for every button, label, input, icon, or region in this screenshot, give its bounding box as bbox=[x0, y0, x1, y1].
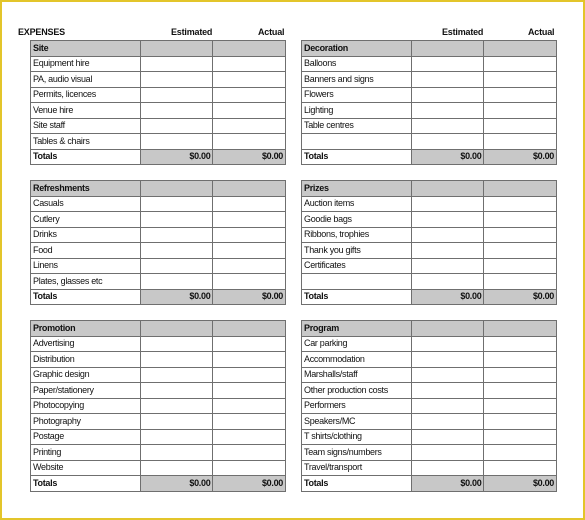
table-row bbox=[31, 103, 286, 119]
actual-cell[interactable] bbox=[213, 227, 286, 243]
estimated-total: $0.00 bbox=[140, 289, 213, 305]
item-label: Auction items bbox=[302, 196, 412, 212]
item-label bbox=[302, 274, 412, 290]
actual-cell[interactable] bbox=[213, 460, 286, 476]
table-row bbox=[31, 367, 286, 383]
section-title: Prizes bbox=[302, 181, 412, 197]
item-label: T shirts/clothing bbox=[302, 429, 412, 445]
actual-cell[interactable] bbox=[213, 243, 286, 259]
item-label bbox=[302, 134, 412, 150]
decoration-section bbox=[301, 40, 557, 165]
item-label: PA, audio visual bbox=[31, 72, 141, 88]
table-row bbox=[31, 227, 286, 243]
section-title: Decoration bbox=[302, 41, 412, 57]
estimated-cell[interactable] bbox=[411, 367, 484, 383]
table-row bbox=[302, 460, 557, 476]
table-row bbox=[302, 414, 557, 430]
actual-total: $0.00 bbox=[213, 149, 286, 165]
actual-cell[interactable] bbox=[484, 414, 557, 430]
table-row bbox=[31, 398, 286, 414]
actual-cell[interactable] bbox=[213, 56, 286, 72]
item-label: Lighting bbox=[302, 103, 412, 119]
estimated-cell[interactable] bbox=[411, 445, 484, 461]
item-label: Banners and signs bbox=[302, 72, 412, 88]
item-label: Equipment hire bbox=[31, 56, 141, 72]
table-row bbox=[31, 460, 286, 476]
item-label: Venue hire bbox=[31, 103, 141, 119]
section-title: Refreshments bbox=[31, 181, 141, 197]
estimated-cell[interactable] bbox=[411, 227, 484, 243]
item-label: Travel/transport bbox=[302, 460, 412, 476]
estimated-cell[interactable] bbox=[411, 429, 484, 445]
item-label: Speakers/MC bbox=[302, 414, 412, 430]
actual-total: $0.00 bbox=[484, 149, 557, 165]
estimated-cell[interactable] bbox=[140, 383, 213, 399]
estimated-cell[interactable] bbox=[140, 352, 213, 368]
actual-cell[interactable] bbox=[484, 243, 557, 259]
estimated-cell[interactable] bbox=[411, 103, 484, 119]
estimated-cell[interactable] bbox=[140, 243, 213, 259]
actual-cell[interactable] bbox=[484, 383, 557, 399]
actual-cell[interactable] bbox=[484, 103, 557, 119]
estimated-cell[interactable] bbox=[411, 87, 484, 103]
actual-cell[interactable] bbox=[213, 383, 286, 399]
actual-cell[interactable] bbox=[213, 118, 286, 134]
actual-cell[interactable] bbox=[484, 72, 557, 88]
item-label: Food bbox=[31, 243, 141, 259]
estimated-cell[interactable] bbox=[140, 118, 213, 134]
expenses-heading: EXPENSES bbox=[18, 27, 65, 37]
table-row bbox=[302, 429, 557, 445]
estimated-cell[interactable] bbox=[140, 429, 213, 445]
promotion-section bbox=[30, 320, 286, 492]
item-label: Paper/stationery bbox=[31, 383, 141, 399]
refreshments-section bbox=[30, 180, 286, 305]
item-label: Photography bbox=[31, 414, 141, 430]
actual-cell[interactable] bbox=[484, 212, 557, 228]
table-row bbox=[302, 87, 557, 103]
actual-cell[interactable] bbox=[484, 398, 557, 414]
item-label: Other production costs bbox=[302, 383, 412, 399]
item-label: Cutlery bbox=[31, 212, 141, 228]
estimated-total: $0.00 bbox=[140, 476, 213, 492]
table-row bbox=[302, 258, 557, 274]
item-label: Postage bbox=[31, 429, 141, 445]
totals-row bbox=[31, 149, 286, 165]
item-label: Distribution bbox=[31, 352, 141, 368]
table-row bbox=[31, 429, 286, 445]
section-title: Program bbox=[302, 321, 412, 337]
table-row bbox=[31, 212, 286, 228]
totals-label: Totals bbox=[302, 289, 412, 305]
actual-total: $0.00 bbox=[213, 289, 286, 305]
estimated-cell[interactable] bbox=[140, 336, 213, 352]
estimated-cell[interactable] bbox=[140, 227, 213, 243]
table-row bbox=[302, 56, 557, 72]
prizes-section bbox=[301, 180, 557, 305]
totals-label: Totals bbox=[31, 476, 141, 492]
estimated-cell[interactable] bbox=[140, 258, 213, 274]
table-row bbox=[302, 134, 557, 150]
actual-cell[interactable] bbox=[484, 336, 557, 352]
item-label: Thank you gifts bbox=[302, 243, 412, 259]
estimated-cell[interactable] bbox=[411, 460, 484, 476]
estimated-total: $0.00 bbox=[140, 149, 213, 165]
table-row bbox=[302, 196, 557, 212]
totals-label: Totals bbox=[302, 476, 412, 492]
actual-cell[interactable] bbox=[484, 274, 557, 290]
totals-row bbox=[302, 149, 557, 165]
item-label: Tables & chairs bbox=[31, 134, 141, 150]
estimated-total: $0.00 bbox=[411, 289, 484, 305]
actual-heading-left: Actual bbox=[258, 27, 285, 37]
estimated-cell[interactable] bbox=[411, 352, 484, 368]
section-header bbox=[302, 321, 557, 337]
item-label: Photocopying bbox=[31, 398, 141, 414]
estimated-cell[interactable] bbox=[411, 398, 484, 414]
estimated-heading-left: Estimated bbox=[171, 27, 213, 37]
estimated-cell[interactable] bbox=[140, 460, 213, 476]
estimated-total: $0.00 bbox=[411, 476, 484, 492]
table-row bbox=[31, 445, 286, 461]
actual-cell[interactable] bbox=[213, 103, 286, 119]
table-row bbox=[31, 196, 286, 212]
actual-cell[interactable] bbox=[484, 118, 557, 134]
estimated-cell[interactable] bbox=[411, 212, 484, 228]
totals-label: Totals bbox=[302, 149, 412, 165]
actual-cell[interactable] bbox=[484, 352, 557, 368]
actual-cell[interactable] bbox=[484, 367, 557, 383]
table-row bbox=[31, 243, 286, 259]
table-row bbox=[302, 398, 557, 414]
table-row bbox=[31, 383, 286, 399]
section-header bbox=[31, 181, 286, 197]
estimated-cell[interactable] bbox=[411, 196, 484, 212]
estimated-cell[interactable] bbox=[411, 414, 484, 430]
table-row bbox=[302, 352, 557, 368]
item-label: Marshalls/staff bbox=[302, 367, 412, 383]
estimated-cell[interactable] bbox=[140, 367, 213, 383]
item-label: Flowers bbox=[302, 87, 412, 103]
actual-cell[interactable] bbox=[213, 398, 286, 414]
table-row bbox=[31, 134, 286, 150]
section-title: Site bbox=[31, 41, 141, 57]
totals-row bbox=[31, 289, 286, 305]
estimated-heading-right: Estimated bbox=[442, 27, 484, 37]
estimated-cell[interactable] bbox=[140, 274, 213, 290]
item-label: Team signs/numbers bbox=[302, 445, 412, 461]
site-section bbox=[30, 40, 286, 165]
estimated-cell[interactable] bbox=[411, 383, 484, 399]
table-row bbox=[302, 274, 557, 290]
actual-cell[interactable] bbox=[213, 429, 286, 445]
estimated-cell[interactable] bbox=[140, 56, 213, 72]
actual-cell[interactable] bbox=[484, 196, 557, 212]
table-row bbox=[31, 274, 286, 290]
item-label: Plates, glasses etc bbox=[31, 274, 141, 290]
section-header bbox=[31, 321, 286, 337]
actual-total: $0.00 bbox=[484, 289, 557, 305]
table-row bbox=[302, 367, 557, 383]
table-row bbox=[31, 118, 286, 134]
actual-total: $0.00 bbox=[484, 476, 557, 492]
actual-cell[interactable] bbox=[484, 258, 557, 274]
actual-cell[interactable] bbox=[213, 258, 286, 274]
item-label: Printing bbox=[31, 445, 141, 461]
actual-cell[interactable] bbox=[213, 212, 286, 228]
estimated-cell[interactable] bbox=[140, 212, 213, 228]
item-label: Website bbox=[31, 460, 141, 476]
table-row bbox=[31, 56, 286, 72]
actual-cell[interactable] bbox=[213, 134, 286, 150]
table-row bbox=[31, 336, 286, 352]
item-label: Site staff bbox=[31, 118, 141, 134]
estimated-cell[interactable] bbox=[140, 445, 213, 461]
item-label: Car parking bbox=[302, 336, 412, 352]
item-label: Graphic design bbox=[31, 367, 141, 383]
table-row bbox=[302, 383, 557, 399]
estimated-cell[interactable] bbox=[411, 118, 484, 134]
table-row bbox=[302, 212, 557, 228]
actual-cell[interactable] bbox=[213, 196, 286, 212]
totals-label: Totals bbox=[31, 289, 141, 305]
item-label: Goodie bags bbox=[302, 212, 412, 228]
section-header bbox=[31, 41, 286, 57]
actual-cell[interactable] bbox=[484, 445, 557, 461]
section-header bbox=[302, 181, 557, 197]
actual-cell[interactable] bbox=[213, 352, 286, 368]
table-row bbox=[302, 103, 557, 119]
table-row bbox=[31, 352, 286, 368]
item-label: Permits, licences bbox=[31, 87, 141, 103]
actual-cell[interactable] bbox=[484, 56, 557, 72]
item-label: Advertising bbox=[31, 336, 141, 352]
totals-row bbox=[31, 476, 286, 492]
estimated-cell[interactable] bbox=[140, 72, 213, 88]
item-label: Certificates bbox=[302, 258, 412, 274]
program-section bbox=[301, 320, 557, 492]
actual-cell[interactable] bbox=[484, 227, 557, 243]
estimated-cell[interactable] bbox=[411, 336, 484, 352]
estimated-cell[interactable] bbox=[411, 274, 484, 290]
estimated-cell[interactable] bbox=[411, 72, 484, 88]
section-title: Promotion bbox=[31, 321, 141, 337]
table-row bbox=[31, 414, 286, 430]
actual-cell[interactable] bbox=[484, 460, 557, 476]
totals-label: Totals bbox=[31, 149, 141, 165]
item-label: Table centres bbox=[302, 118, 412, 134]
actual-cell[interactable] bbox=[213, 445, 286, 461]
table-row bbox=[302, 72, 557, 88]
estimated-total: $0.00 bbox=[411, 149, 484, 165]
estimated-cell[interactable] bbox=[411, 56, 484, 72]
actual-total: $0.00 bbox=[213, 476, 286, 492]
totals-row bbox=[302, 476, 557, 492]
table-row bbox=[31, 72, 286, 88]
estimated-cell[interactable] bbox=[140, 87, 213, 103]
table-row bbox=[302, 336, 557, 352]
table-row bbox=[31, 258, 286, 274]
item-label: Ribbons, trophies bbox=[302, 227, 412, 243]
table-row bbox=[302, 227, 557, 243]
item-label: Casuals bbox=[31, 196, 141, 212]
estimated-cell[interactable] bbox=[140, 103, 213, 119]
item-label: Accommodation bbox=[302, 352, 412, 368]
table-row bbox=[302, 243, 557, 259]
table-row bbox=[302, 118, 557, 134]
actual-cell[interactable] bbox=[213, 367, 286, 383]
item-label: Performers bbox=[302, 398, 412, 414]
estimated-cell[interactable] bbox=[140, 398, 213, 414]
actual-cell[interactable] bbox=[213, 414, 286, 430]
actual-cell[interactable] bbox=[213, 87, 286, 103]
actual-cell[interactable] bbox=[213, 72, 286, 88]
actual-cell[interactable] bbox=[484, 134, 557, 150]
item-label: Linens bbox=[31, 258, 141, 274]
actual-cell[interactable] bbox=[484, 87, 557, 103]
actual-cell[interactable] bbox=[213, 274, 286, 290]
estimated-cell[interactable] bbox=[411, 258, 484, 274]
estimated-cell[interactable] bbox=[140, 414, 213, 430]
estimated-cell[interactable] bbox=[411, 134, 484, 150]
actual-heading-right: Actual bbox=[528, 27, 555, 37]
actual-cell[interactable] bbox=[213, 336, 286, 352]
totals-row bbox=[302, 289, 557, 305]
estimated-cell[interactable] bbox=[140, 134, 213, 150]
table-row bbox=[31, 87, 286, 103]
actual-cell[interactable] bbox=[484, 429, 557, 445]
item-label: Balloons bbox=[302, 56, 412, 72]
table-row bbox=[302, 445, 557, 461]
section-header bbox=[302, 41, 557, 57]
item-label: Drinks bbox=[31, 227, 141, 243]
estimated-cell[interactable] bbox=[411, 243, 484, 259]
estimated-cell[interactable] bbox=[140, 196, 213, 212]
